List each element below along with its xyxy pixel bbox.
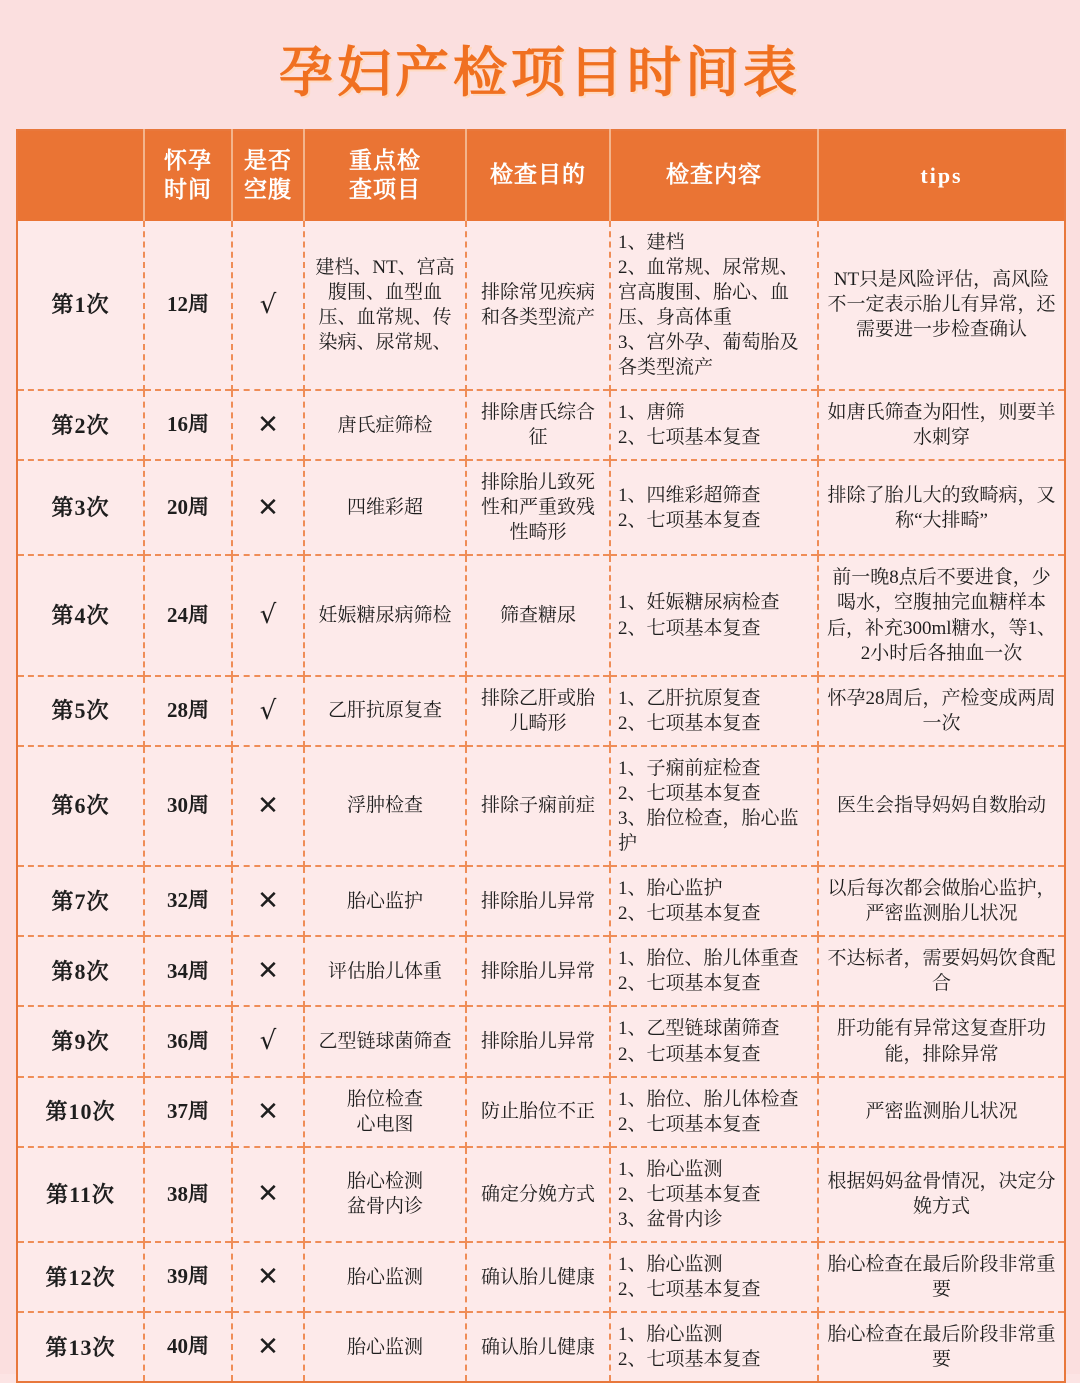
cell-fasting-cross-icon: ✕: [232, 390, 304, 460]
cell-key-exam-item: 胎心监护: [304, 866, 466, 936]
cell-pregnancy-week: 16周: [144, 390, 232, 460]
cell-tips: 排除了胎儿大的致畸病，又称“大排畸”: [818, 460, 1065, 555]
cell-key-exam-item: 胎心检测 盆骨内诊: [304, 1147, 466, 1242]
cell-fasting-check-icon: √: [232, 1006, 304, 1076]
cell-tips: 前一晚8点后不要进食，少喝水，空腹抽完血糖样本后，补充300ml糖水，等1、2小时后各抽血一次: [818, 555, 1065, 675]
cell-key-exam-item: 建档、NT、宫高腹围、血型血压、血常规、传染病、尿常规、: [304, 221, 466, 390]
cell-exam-content: 1、子痫前症检查 2、七项基本复查 3、胎位检查，胎心监护: [610, 746, 818, 866]
cell-visit-number: 第9次: [17, 1006, 144, 1076]
cell-pregnancy-week: 32周: [144, 866, 232, 936]
cell-visit-number: 第7次: [17, 866, 144, 936]
table-row: [17, 1147, 1065, 1242]
header-content: 检查内容: [610, 130, 818, 221]
cell-key-exam-item: 四维彩超: [304, 460, 466, 555]
header-fast-label: 是否 空腹: [244, 148, 292, 202]
cell-exam-content: 1、胎心监测 2、七项基本复查: [610, 1242, 818, 1312]
page-title: 孕妇产检项目时间表: [279, 43, 801, 103]
cell-exam-content: 1、胎位、胎儿体检查 2、七项基本复查: [610, 1077, 818, 1147]
table-row: [17, 460, 1065, 555]
cell-key-exam-item: 胎心监测: [304, 1242, 466, 1312]
cell-pregnancy-week: 38周: [144, 1147, 232, 1242]
cell-visit-number: 第12次: [17, 1242, 144, 1312]
cell-exam-purpose: 排除胎儿异常: [466, 1006, 610, 1076]
cell-exam-content: 1、唐筛 2、七项基本复查: [610, 390, 818, 460]
cell-tips: 胎心检查在最后阶段非常重要: [818, 1242, 1065, 1312]
cell-visit-number: 第8次: [17, 936, 144, 1006]
cell-key-exam-item: 胎心监测: [304, 1312, 466, 1382]
cell-fasting-cross-icon: ✕: [232, 866, 304, 936]
cell-tips: 不达标者，需要妈妈饮食配合: [818, 936, 1065, 1006]
cell-fasting-check-icon: √: [232, 676, 304, 746]
cell-exam-content: 1、胎心监测 2、七项基本复查: [610, 1312, 818, 1382]
cell-visit-number: 第11次: [17, 1147, 144, 1242]
cell-key-exam-item: 浮肿检查: [304, 746, 466, 866]
table-row: [17, 555, 1065, 675]
cell-tips: 肝功能有异常这复查肝功能，排除异常: [818, 1006, 1065, 1076]
cell-tips: NT只是风险评估，高风险不一定表示胎儿有异常，还需要进一步检查确认: [818, 221, 1065, 390]
cell-visit-number: 第5次: [17, 676, 144, 746]
cell-exam-purpose: 确认胎儿健康: [466, 1312, 610, 1382]
cell-tips: 严密监测胎儿状况: [818, 1077, 1065, 1147]
cell-pregnancy-week: 28周: [144, 676, 232, 746]
cell-tips: 如唐氏筛查为阳性，则要羊水刺穿: [818, 390, 1065, 460]
cell-exam-purpose: 确定分娩方式: [466, 1147, 610, 1242]
cell-exam-purpose: 确认胎儿健康: [466, 1242, 610, 1312]
cell-fasting-check-icon: √: [232, 221, 304, 390]
cell-key-exam-item: 唐氏症筛检: [304, 390, 466, 460]
cell-exam-content: 1、四维彩超筛查 2、七项基本复查: [610, 460, 818, 555]
cell-visit-number: 第13次: [17, 1312, 144, 1382]
table-row: [17, 1006, 1065, 1076]
cell-key-exam-item: 乙型链球菌筛查: [304, 1006, 466, 1076]
cell-tips: 以后每次都会做胎心监护，严密监测胎儿状况: [818, 866, 1065, 936]
cell-fasting-check-icon: √: [232, 555, 304, 675]
cell-key-exam-item: 胎位检查 心电图: [304, 1077, 466, 1147]
header-purpose: 检查目的: [466, 130, 610, 221]
table-header: [17, 130, 1065, 221]
cell-fasting-cross-icon: ✕: [232, 1312, 304, 1382]
cell-fasting-cross-icon: ✕: [232, 746, 304, 866]
cell-pregnancy-week: 24周: [144, 555, 232, 675]
cell-exam-content: 1、乙肝抗原复查 2、七项基本复查: [610, 676, 818, 746]
table-row: [17, 746, 1065, 866]
header-seq: [17, 130, 144, 221]
cell-visit-number: 第4次: [17, 555, 144, 675]
cell-fasting-cross-icon: ✕: [232, 1147, 304, 1242]
cell-exam-purpose: 排除唐氏综合征: [466, 390, 610, 460]
cell-pregnancy-week: 20周: [144, 460, 232, 555]
cell-exam-content: 1、乙型链球菌筛查 2、七项基本复查: [610, 1006, 818, 1076]
cell-exam-purpose: 排除乙肝或胎儿畸形: [466, 676, 610, 746]
cell-exam-purpose: 排除子痫前症: [466, 746, 610, 866]
cell-key-exam-item: 乙肝抗原复查: [304, 676, 466, 746]
table-row: [17, 1077, 1065, 1147]
cell-visit-number: 第1次: [17, 221, 144, 390]
cell-exam-purpose: 筛查糖尿: [466, 555, 610, 675]
cell-pregnancy-week: 12周: [144, 221, 232, 390]
table-row: [17, 936, 1065, 1006]
table-body: [17, 221, 1065, 1383]
cell-exam-content: 1、胎心监护 2、七项基本复查: [610, 866, 818, 936]
cell-key-exam-item: 评估胎儿体重: [304, 936, 466, 1006]
cell-pregnancy-week: 34周: [144, 936, 232, 1006]
cell-tips: 根据妈妈盆骨情况，决定分娩方式: [818, 1147, 1065, 1242]
cell-fasting-cross-icon: ✕: [232, 460, 304, 555]
header-item-label: 重点检 查项目: [349, 148, 421, 202]
cell-fasting-cross-icon: ✕: [232, 1242, 304, 1312]
cell-pregnancy-week: 36周: [144, 1006, 232, 1076]
table-row: [17, 221, 1065, 390]
cell-exam-content: 1、胎心监测 2、七项基本复查 3、盆骨内诊: [610, 1147, 818, 1242]
table-row: [17, 390, 1065, 460]
cell-exam-content: 1、建档 2、血常规、尿常规、宫高腹围、胎心、血压、身高体重 3、宫外孕、葡萄胎及各类型流产: [610, 221, 818, 390]
table-header-row: [17, 130, 1065, 221]
cell-visit-number: 第6次: [17, 746, 144, 866]
cell-visit-number: 第10次: [17, 1077, 144, 1147]
cell-fasting-cross-icon: ✕: [232, 936, 304, 1006]
header-item: [304, 130, 466, 221]
cell-exam-purpose: 排除常见疾病和各类型流产: [466, 221, 610, 390]
prenatal-checkup-table: [16, 129, 1066, 1383]
cell-tips: 医生会指导妈妈自数胎动: [818, 746, 1065, 866]
cell-pregnancy-week: 30周: [144, 746, 232, 866]
header-tips: tips: [818, 130, 1065, 221]
table-row: [17, 1312, 1065, 1382]
cell-exam-content: 1、妊娠糖尿病检查 2、七项基本复查: [610, 555, 818, 675]
table-row: [17, 676, 1065, 746]
header-week-label: 怀孕 时间: [164, 148, 212, 202]
cell-visit-number: 第2次: [17, 390, 144, 460]
cell-pregnancy-week: 37周: [144, 1077, 232, 1147]
table-row: [17, 866, 1065, 936]
cell-exam-content: 1、胎位、胎儿体重查 2、七项基本复查: [610, 936, 818, 1006]
cell-visit-number: 第3次: [17, 460, 144, 555]
header-fast: [232, 130, 304, 221]
header-week: [144, 130, 232, 221]
table-row: [17, 1242, 1065, 1312]
cell-fasting-cross-icon: ✕: [232, 1077, 304, 1147]
cell-exam-purpose: 排除胎儿异常: [466, 936, 610, 1006]
cell-tips: 胎心检查在最后阶段非常重要: [818, 1312, 1065, 1382]
cell-tips: 怀孕28周后，产检变成两周一次: [818, 676, 1065, 746]
cell-pregnancy-week: 40周: [144, 1312, 232, 1382]
cell-key-exam-item: 妊娠糖尿病筛检: [304, 555, 466, 675]
cell-exam-purpose: 排除胎儿异常: [466, 866, 610, 936]
cell-exam-purpose: 排除胎儿致死性和严重致残性畸形: [466, 460, 610, 555]
cell-exam-purpose: 防止胎位不正: [466, 1077, 610, 1147]
cell-pregnancy-week: 39周: [144, 1242, 232, 1312]
